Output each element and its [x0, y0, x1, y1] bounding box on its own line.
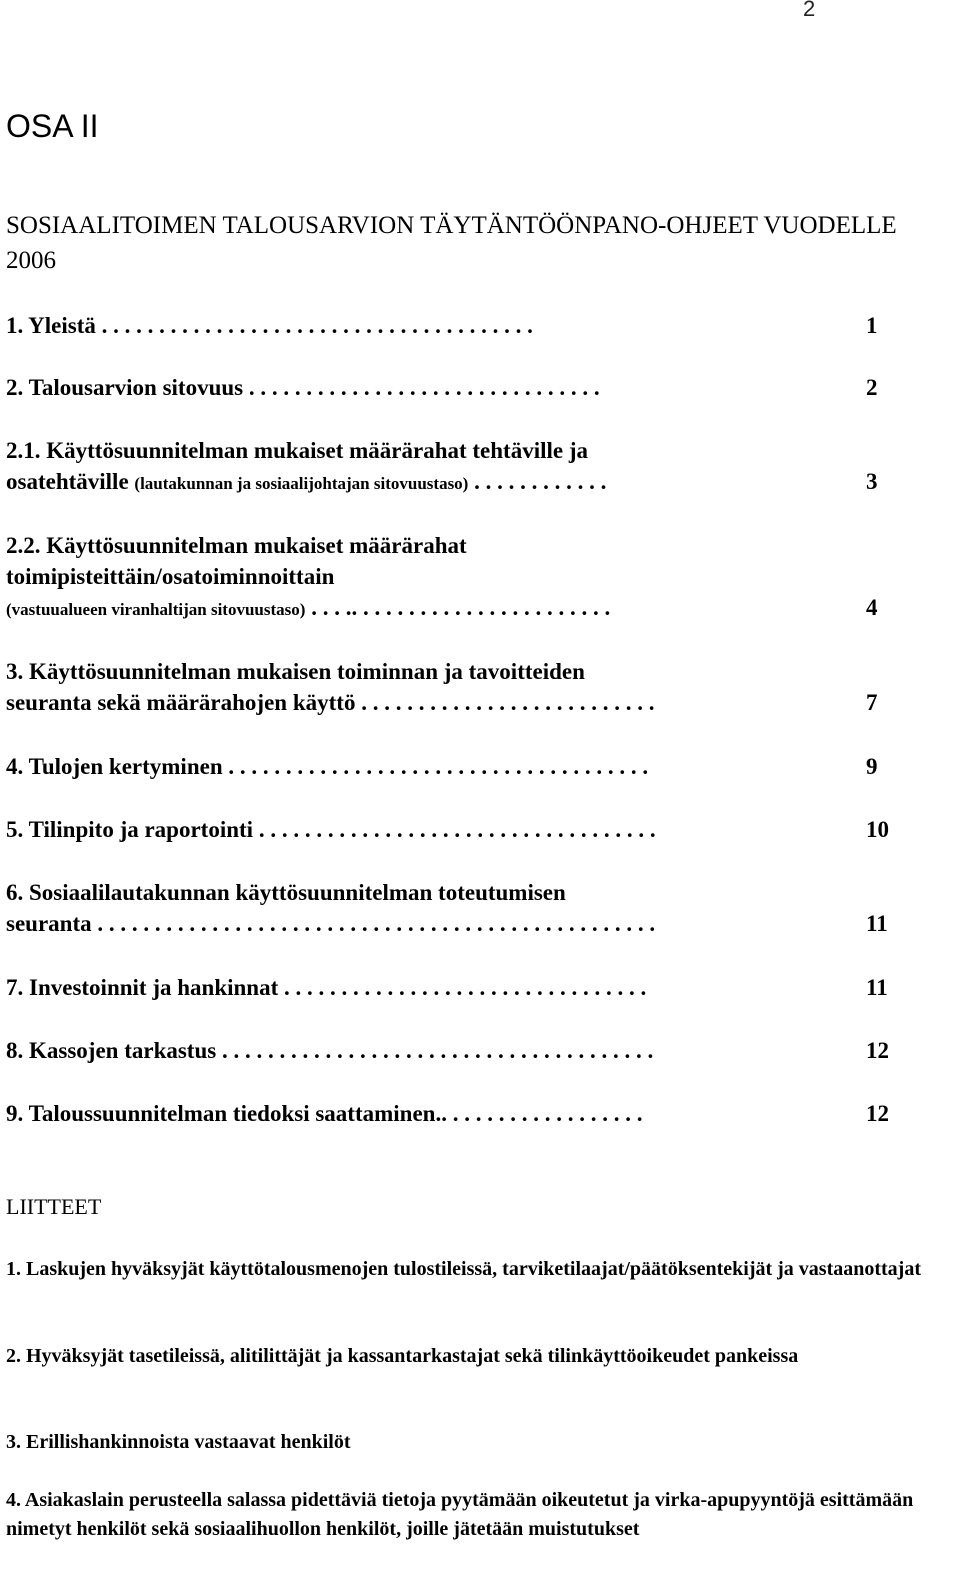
toc-leader-dots: . . . . . . . . . . . . . . . . . . . . . . . . . . . . . . . . . . . [253, 817, 656, 842]
toc-entry-title: 2.1. Käyttösuunnitelman mukaiset määrärahat tehtäville ja [6, 438, 589, 463]
toc-entry-subtitle: osatehtäville [6, 469, 135, 494]
toc-entry-title: 4. Tulojen kertyminen [6, 754, 223, 779]
toc-entry-subtitle: seuranta [6, 911, 92, 936]
toc-page-number: 11 [866, 975, 888, 1000]
toc-entry-title: 2. Talousarvion sitovuus [6, 375, 244, 400]
toc-entry-7 [6, 972, 646, 1003]
toc-entry-title: 1. Yleistä [6, 313, 96, 338]
toc-entry-3 [6, 656, 654, 718]
toc-entry-8 [6, 1035, 653, 1066]
toc-entry-title: 8. Kassojen tarkastus [6, 1038, 217, 1063]
appendix-item-2: 2. Hyväksyjät tasetileissä, alitilittäjät ja kassantarkastajat sekä tilinkäyttöoikeudet pankeissa [6, 1345, 799, 1367]
toc-leader-dots: . . . . . . . . . . . . . . . . . . . . . . . . . . . . . . . . . . . . . . [95, 313, 533, 338]
toc-page-number: 12 [866, 1038, 889, 1063]
part-title: OSA II [6, 108, 99, 144]
toc-entry-title: 2.2. Käyttösuunnitelman mukaiset määrärahat [6, 533, 467, 558]
toc-leader-dots: .. . . . . . . . . . . . . . . . . . [435, 1101, 643, 1126]
appendix-item-3: 3. Erillishankinnoista vastaavat henkilöt [6, 1431, 351, 1453]
document-title: SOSIAALITOIMEN TALOUSARVION TÄYTÄNTÖÖNPANO-OHJEET VUODELLE 2006 [6, 212, 897, 274]
toc-entry-2-1 [6, 435, 606, 499]
toc-entry-1 [6, 310, 533, 341]
toc-leader-dots: . . . . . . . . . . . . . . . . . . . . . . . . . . . . . . . . [278, 975, 647, 1000]
toc-leader-dots: . . . . . . . . . . . . [468, 469, 607, 494]
toc-entry-9 [6, 1098, 642, 1129]
toc-entry-6 [6, 877, 655, 939]
toc-entry-5 [6, 814, 656, 845]
toc-entry-title: 7. Investoinnit ja hankinnat [6, 975, 279, 1000]
appendices-heading: LIITTEET [6, 1194, 102, 1219]
toc-leader-dots: . . . . . . . . . . . . . . . . . . . . . . . . . . . . . . . . . . . . . . . . . . . . . . . . . [91, 911, 656, 936]
appendix-item-1: 1. Laskujen hyväksyjät käyttötalousmenojen tulostileissä, tarviketilaajat/päätöksentekijät ja vastaanottajat [6, 1258, 921, 1280]
toc-entry-2-2 [6, 530, 610, 625]
toc-page-number: 1 [866, 313, 878, 338]
page-number: 2 [803, 0, 816, 21]
toc-page-number: 9 [866, 754, 878, 779]
toc-entry-4 [6, 751, 648, 782]
toc-page-number: 3 [866, 469, 878, 494]
toc-entry-2 [6, 372, 600, 403]
toc-leader-dots: . . . . . . . . . . . . . . . . . . . . . . . . . . [355, 690, 655, 715]
toc-page-number: 12 [866, 1101, 889, 1126]
toc-entry-title: 5. Tilinpito ja raportointi [6, 817, 254, 842]
toc-leader-dots: . . . . . . . . . . . . . . . . . . . . . . . . . . . . . . . . . . . . . [222, 754, 649, 779]
toc-page-number: 2 [866, 375, 878, 400]
toc-page-number: 4 [866, 595, 878, 620]
toc-entry-subtitle: seuranta sekä määrärahojen käyttö [6, 690, 356, 715]
toc-page-number: 11 [866, 911, 888, 936]
toc-entry-title: 9. Taloussuunnitelman tiedoksi saattaminen [6, 1101, 436, 1126]
toc-leader-dots: . . . . . . . . . . . . . . . . . . . . . . . . . . . . . . . [243, 375, 600, 400]
toc-entry-title: 3. Käyttösuunnitelman mukaisen toiminnan ja tavoitteiden [6, 659, 585, 684]
toc-entry-title: 6. Sosiaalilautakunnan käyttösuunnitelman toteutumisen [6, 880, 566, 905]
toc-entry-note: (vastuualueen viranhaltijan sitovuustaso) [6, 600, 306, 619]
toc-entry-note: (lautakunnan ja sosiaalijohtajan sitovuustaso) [134, 474, 469, 493]
appendix-item-4: 4. Asiakaslain perusteella salassa pidettäviä tietoja pyytämään oikeutetut ja virka-apupyyntöjä esittämään nimetyt henkilöt sekä sosiaalihuollon henkilöt, joille jätetään muistutukset [6, 1489, 914, 1540]
toc-leader-dots: . . . .. . . . . . . . . . . . . . . . . . . . . . . [305, 595, 611, 620]
toc-page-number: 10 [866, 817, 889, 842]
toc-leader-dots: . . . . . . . . . . . . . . . . . . . . . . . . . . . . . . . . . . . . . . [216, 1038, 654, 1063]
toc-page-number: 7 [866, 690, 878, 715]
toc-entry-subtitle: toimipisteittäin/osatoiminnoittain [6, 564, 335, 589]
